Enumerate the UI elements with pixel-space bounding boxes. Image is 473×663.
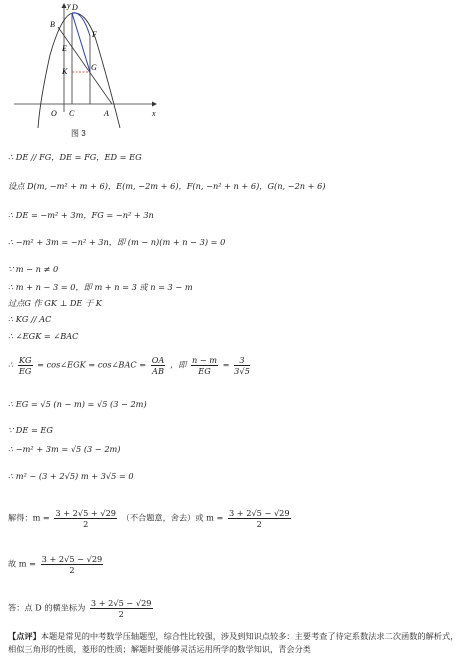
root2-fraction	[228, 508, 291, 529]
root1-den: 2	[83, 519, 89, 529]
line-answer	[8, 598, 155, 619]
label-K: K	[62, 67, 68, 76]
line-eg-value: ∴ EG = √5 (n − m) = √5 (3 − 2m)	[8, 399, 147, 409]
line-quadratic: ∴ m² − (3 + 2√5) m + 3√5 = 0	[8, 471, 134, 481]
line-kg-parallel: ∴ KG // AC	[8, 314, 52, 324]
root1-fraction	[54, 508, 117, 529]
label-A: A	[104, 109, 109, 118]
line-m-neq-n: ∵ m − n ≠ 0	[8, 264, 59, 274]
review-tag: 【点评】	[8, 632, 41, 641]
line-de-fg: ∴ DE = −m² + 3m，FG = −n² + 3n	[8, 210, 154, 220]
eg-den: EG	[18, 366, 32, 376]
line-de-eq-eg: ∵ DE = EG	[8, 425, 53, 435]
line-substitute: ∴ −m² + 3m = √5 (3 − 2m)	[8, 444, 121, 454]
label-G: G	[91, 63, 97, 72]
three-root5-den: 3√5	[234, 366, 250, 376]
label-E: E	[62, 44, 67, 53]
review-text: 本题是常见的中考数学压轴题型，综合性比较强，涉及到知识点较多：主要考查了待定系数法求二次函数的解析式，相似三角形的性质，菱形的性质；解题时要能够灵活运用所学的数学知识，青会分类	[8, 632, 459, 654]
line-angle-equal: ∴ ∠EGK = ∠BAC	[8, 331, 79, 341]
equals-sign: =	[222, 359, 230, 370]
answer-fraction	[90, 598, 153, 619]
root2-num: 3 + 2√5 − √29	[228, 508, 290, 518]
line-set-points: 设点 D(m, −m² + m + 6)，E(m, −2m + 6)，F(n, −n² + n + 6)，G(n, −2n + 6)	[8, 181, 326, 191]
gu-prefix: 故 m =	[8, 558, 37, 569]
therefore-symbol: ∴	[8, 359, 14, 370]
answer-den: 2	[118, 609, 124, 619]
label-F: F	[92, 30, 97, 39]
fraction-3-3root5	[234, 355, 250, 376]
cos-middle: = cos∠EGK = cos∠BAC =	[37, 359, 147, 370]
line-cos-ratio	[8, 355, 252, 376]
answer-prefix: 答：点 D 的横坐标为	[8, 602, 86, 613]
label-C: C	[69, 109, 75, 118]
answer-num: 3 + 2√5 − √29	[90, 598, 152, 608]
m-fraction	[41, 554, 104, 575]
oa-num: OA	[151, 355, 165, 365]
x-axis-arrow	[152, 102, 157, 107]
solve-middle: （不合题意，舍去）或 m =	[121, 512, 224, 523]
fraction-kg-eg	[18, 355, 33, 376]
label-B: B	[50, 20, 55, 29]
m-num: 3 + 2√5 − √29	[41, 554, 103, 564]
line-BA	[58, 27, 112, 104]
label-D: D	[72, 3, 78, 12]
fraction-nm-eg	[191, 355, 218, 376]
line-m-plus-n: ∴ m + n − 3 = 0，即 m + n = 3 或 n = 3 − m	[8, 282, 193, 292]
root2-den: 2	[256, 519, 262, 529]
ab-den: AB	[152, 366, 164, 376]
nm-num: n − m	[191, 355, 218, 365]
label-y: y	[67, 1, 71, 10]
line-perpendicular: 过点G 作 GK ⊥ DE 于 K	[8, 298, 102, 308]
root1-num: 3 + 2√5 + √29	[55, 508, 117, 518]
line-therefore-m	[8, 554, 105, 575]
fraction-oa-ab	[151, 355, 166, 376]
figure-caption: 图 3	[71, 129, 86, 138]
solve-prefix: 解得：m =	[8, 512, 50, 523]
line-equation: ∴ −m² + 3m = −n² + 3n，即 (m − n)(m + n − 3) = 0	[8, 237, 226, 247]
line-parallel-equal: ∴ DE // FG，DE = FG，ED = EG	[8, 152, 142, 162]
three-num: 3	[234, 355, 250, 366]
y-axis-arrow	[62, 3, 67, 8]
label-O: O	[51, 109, 57, 118]
line-solve	[8, 508, 293, 529]
kg-num: KG	[18, 355, 32, 365]
m-den: 2	[69, 565, 75, 575]
parabola-figure	[0, 0, 180, 140]
ji-word: ，即	[169, 359, 187, 370]
eg2-den: EG	[198, 366, 211, 376]
review-note	[8, 630, 466, 656]
label-x: x	[152, 109, 156, 118]
arc-DF	[72, 13, 90, 36]
